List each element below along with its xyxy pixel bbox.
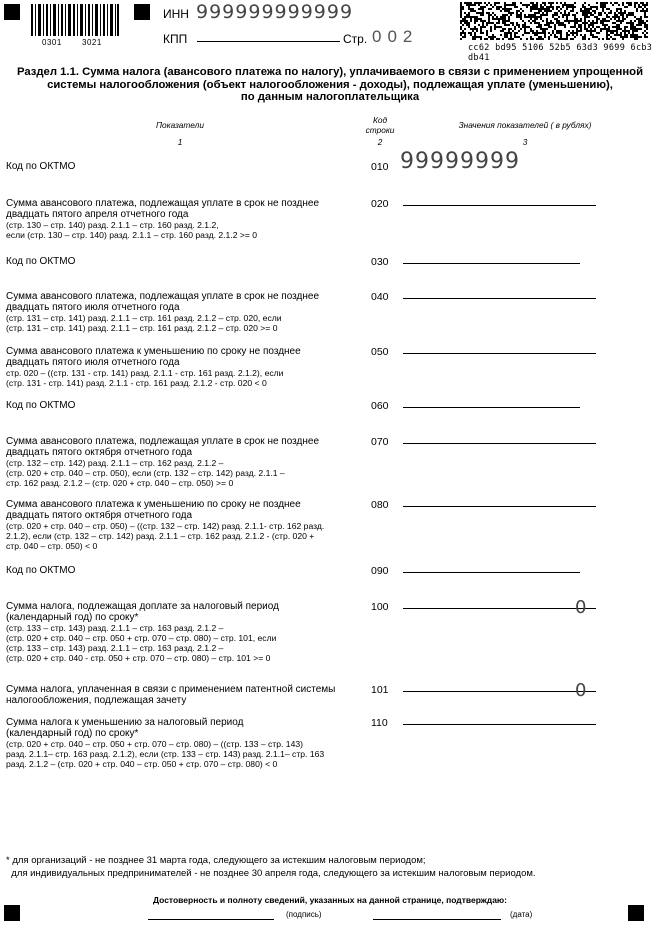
- barcode-number-right: 3021: [82, 38, 102, 47]
- indicator-label: Код по ОКТМО: [6, 256, 76, 267]
- col1-header: Показатели: [156, 120, 204, 130]
- value-field-line[interactable]: [403, 353, 596, 354]
- value-field-line[interactable]: [403, 572, 580, 573]
- table-row: [6, 291, 366, 333]
- indicator-label: Сумма авансового платежа, подлежащая уплате в срок не позднее: [6, 436, 320, 447]
- line-code: 070: [371, 436, 389, 448]
- indicator-label: двадцать пятого июля отчетного года: [6, 302, 180, 313]
- corner-marker-bottom-left: [4, 905, 20, 921]
- indicator-label: Сумма авансового платежа, подлежащая уплате в срок не позднее: [6, 198, 320, 209]
- indicator-formula: (стр. 133 – стр. 143) разд. 2.1.1 – стр. 163 разд. 2.1.2 –: [6, 623, 224, 633]
- indicator-label: налогообложения, подлежащая зачету: [6, 695, 187, 706]
- date-label: (дата): [510, 910, 533, 919]
- table-row: [6, 198, 366, 240]
- date-line[interactable]: [373, 919, 501, 920]
- corner-marker-bottom-right: [628, 905, 644, 921]
- indicator-label: Сумма авансового платежа к уменьшению по сроку не позднее: [6, 499, 301, 510]
- line-code: 010: [371, 161, 389, 173]
- table-row: [6, 400, 366, 411]
- indicator-formula: (стр. 020 + стр. 040 – стр. 050) – ((стр. 132 – стр. 142) разд. 2.1.1- стр. 162 разд.: [6, 521, 325, 531]
- col1-number: 1: [177, 137, 183, 147]
- indicator-formula: (стр. 130 – стр. 140) разд. 2.1.1 – стр. 160 разд. 2.1.2,: [6, 220, 219, 230]
- indicator-formula: (стр. 133 – стр. 143) разд. 2.1.1 – стр. 163 разд. 2.1.2 –: [6, 643, 224, 653]
- col3-number: 3: [522, 137, 528, 147]
- value-field-line[interactable]: [403, 407, 580, 408]
- table-row: [6, 499, 366, 551]
- line-code: 060: [371, 400, 389, 412]
- corner-marker-top-left: [4, 4, 20, 20]
- corner-marker-top-mid: [134, 4, 150, 20]
- indicator-label: двадцать пятого апреля отчетного года: [6, 209, 189, 220]
- indicator-label: двадцать пятого октября отчетного года: [6, 510, 193, 521]
- indicator-label: двадцать пятого июля отчетного года: [6, 357, 180, 368]
- line-code: 101: [371, 684, 389, 696]
- octmo-value[interactable]: 99999999: [400, 149, 520, 174]
- indicator-formula: разд. 2.1.1– стр. 163 разд. 2.1.2), если (стр. 133 – стр. 143) разд. 2.1.1– стр. 163: [6, 749, 325, 759]
- value-field-line[interactable]: [403, 298, 596, 299]
- line-code: 080: [371, 499, 389, 511]
- indicator-label: Сумма налога, уплаченная в связи с применением патентной системы: [6, 684, 336, 695]
- indicator-label: Код по ОКТМО: [6, 565, 76, 576]
- line-code: 040: [371, 291, 389, 303]
- indicator-label: двадцать пятого октября отчетного года: [6, 447, 193, 458]
- indicator-formula: (стр. 132 – стр. 142) разд. 2.1.1 – стр. 162 разд. 2.1.2 –: [6, 458, 224, 468]
- kpp-value-line: [197, 41, 340, 42]
- line-code: 030: [371, 256, 389, 268]
- table-row: [6, 346, 366, 388]
- indicator-formula: 2.1.2), если (стр. 132 – стр. 142) разд. 2.1.1 – стр. 162 разд. 2.1.2 - (стр. 020 +: [6, 531, 315, 541]
- col2-header-line2: строки: [365, 125, 395, 135]
- indicator-formula: разд. 2.1.2 – (стр. 020 + стр. 040 – стр. 050 + стр. 070 – стр. 080) < 0: [6, 759, 278, 769]
- indicator-formula: (стр. 131 - стр. 141) разд. 2.1.1 - стр. 161 разд. 2.1.2 - стр. 020 < 0: [6, 378, 267, 388]
- indicator-formula: (стр. 020 + стр. 040 - стр. 050 + стр. 070 – стр. 080) – стр. 101 >= 0: [6, 653, 271, 663]
- page-number: 002: [372, 27, 419, 46]
- inn-value: 999999999999: [196, 1, 354, 23]
- value-field-line[interactable]: [403, 608, 596, 609]
- indicator-label: Код по ОКТМО: [6, 400, 76, 411]
- section-title: Раздел 1.1. Сумма налога (авансового платежа по налогу), уплачиваемого в связи с применением упрощенной системы налогообложения (объект налогообложения - доходы), подлежащая уплате (уменьшению), по данным налогоплательщика: [16, 66, 644, 103]
- value-field-line[interactable]: [403, 691, 596, 692]
- indicator-label: (календарный год) по сроку*: [6, 612, 139, 623]
- indicator-label: Код по ОКТМО: [6, 161, 76, 172]
- indicator-formula: (стр. 020 + стр. 040 – стр. 050 + стр. 070 – стр. 080) – ((стр. 133 – стр. 143): [6, 739, 303, 749]
- line-code: 100: [371, 601, 389, 613]
- line-code: 090: [371, 565, 389, 577]
- indicator-formula: стр. 162 разд. 2.1.2 – (стр. 020 + стр. 040 – стр. 050) >= 0: [6, 478, 234, 488]
- indicator-formula: если (стр. 130 – стр. 140) разд. 2.1.1 – стр. 160 разд. 2.1.2 >= 0: [6, 230, 258, 240]
- table-row: [6, 256, 366, 267]
- table-row: [6, 565, 366, 576]
- table-row: [6, 601, 366, 663]
- table-row: [6, 684, 366, 706]
- indicator-label: Сумма авансового платежа к уменьшению по сроку не позднее: [6, 346, 301, 357]
- indicator-formula: (стр. 020 + стр. 040 – стр. 050), если (стр. 132 – стр. 142) разд. 2.1.1 –: [6, 468, 285, 478]
- value-field-line[interactable]: [403, 506, 596, 507]
- 2d-barcode: [460, 2, 648, 40]
- table-row: [6, 717, 366, 769]
- signature-label: (подпись): [286, 910, 322, 919]
- value-field-line[interactable]: [403, 724, 596, 725]
- value-field[interactable]: 0: [575, 680, 587, 701]
- value-field-line[interactable]: [403, 443, 596, 444]
- value-field-line[interactable]: [403, 263, 580, 264]
- indicator-formula: (стр. 131 – стр. 141) разд. 2.1.1 – стр. 161 разд. 2.1.2 – стр. 020, если: [6, 313, 282, 323]
- line-code: 110: [371, 717, 388, 729]
- line-code: 050: [371, 346, 389, 358]
- indicator-formula: стр. 020 – ((стр. 131 - стр. 141) разд. 2.1.1 - стр. 161 разд. 2.1.2), если: [6, 368, 284, 378]
- kpp-label: КПП: [163, 32, 188, 46]
- table-row: [6, 436, 366, 488]
- indicator-formula: (стр. 020 + стр. 040 – стр. 050 + стр. 070 – стр. 080) – стр. 101, если: [6, 633, 277, 643]
- page-label: Стр.: [343, 32, 368, 46]
- indicator-label: Сумма налога к уменьшению за налоговый период: [6, 717, 244, 728]
- col2-header-line1: Код: [372, 115, 388, 125]
- value-field-line[interactable]: [403, 205, 596, 206]
- footnote: * для организаций - не позднее 31 марта года, следующего за истекшим налоговым периодом; для индивидуальных предпринимателей - не позднее 30 апреля года, следующего за истекшим налоговым периодом.: [6, 855, 536, 879]
- signature-line[interactable]: [148, 919, 274, 920]
- indicator-label: Сумма авансового платежа, подлежащая уплате в срок не позднее: [6, 291, 320, 302]
- barcode-number-left: 0301: [42, 38, 62, 47]
- indicator-label: Сумма налога, подлежащая доплате за налоговый период: [6, 601, 279, 612]
- indicator-label: (календарный год) по сроку*: [6, 728, 139, 739]
- col2-number: 2: [377, 137, 383, 147]
- value-field[interactable]: 0: [575, 597, 587, 618]
- inn-label: ИНН: [163, 7, 189, 21]
- indicator-formula: (стр. 131 – стр. 141) разд. 2.1.1 – стр. 161 разд. 2.1.2 – стр. 020 >= 0: [6, 323, 278, 333]
- 2d-barcode-text: cc62 bd95 5106 52b5 63d3 9699 6cb3 db41: [468, 43, 653, 63]
- barcode: [31, 4, 119, 36]
- table-row: [6, 161, 366, 172]
- line-code: 020: [371, 198, 389, 210]
- indicator-formula: стр. 040 – стр. 050) < 0: [6, 541, 98, 551]
- confirmation-text: Достоверность и полноту сведений, указанных на данной странице, подтверждаю:: [152, 895, 508, 905]
- col3-header: Значения показателей ( в рублях): [458, 120, 592, 130]
